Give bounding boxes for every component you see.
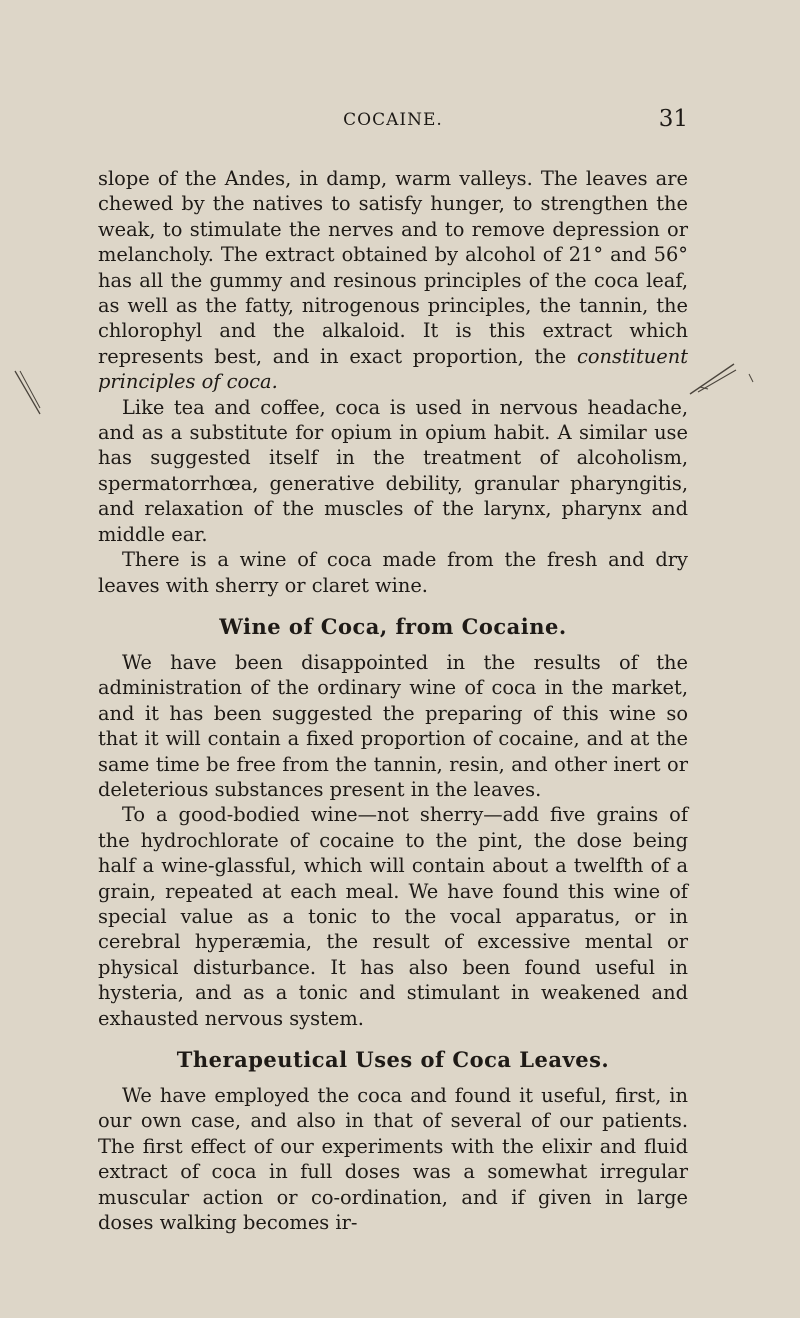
section-heading-wine-of-coca: Wine of Coca, from Cocaine. — [219, 613, 567, 639]
paragraph-tea-coffee: Like tea and coffee, coca is used in nervous headache, and as a substitute for opium in opium habit. A similar use has suggested itself in the treatment of alcoholism, spermatorrhœa, generative debility, granular pharyngitis, and relaxation of the muscles of the larynx, pharynx and middle ear. — [98, 395, 688, 546]
paragraph-disappointed: We have been disappointed in the results of the administration of the ordinary wine of coca in the market, and it has been suggested the preparing of this wine so that it will contain a fixed proportion of cocaine, and at the same time be free from the tannin, resin, and other inert or deleterious substances present in the leaves. — [98, 650, 688, 801]
body-text — [98, 166, 688, 1235]
running-title: COCAINE. — [343, 110, 443, 130]
running-head — [98, 106, 688, 140]
italic-phrase: constituent principles of coca. — [98, 344, 688, 394]
paragraph-andes — [98, 166, 688, 395]
page-number: 31 — [658, 106, 688, 132]
paragraph-wine-of-coca: There is a wine of coca made from the fresh and dry leaves with sherry or claret wine. — [98, 548, 688, 597]
margin-pencil-mark-right — [688, 360, 758, 396]
paragraph-employed-coca: We have employed the coca and found it useful, first, in our own case, and also in that of several of our patients. The first effect of our experiments with the elixir and fluid extract of coca in full doses was a somewhat irregular muscular action or co-ordination, and if given in large doses walking becomes ir- — [98, 1084, 688, 1235]
paragraph-andes-text: slope of the Andes, in damp, warm valleys. The leaves are chewed by the natives to satisfy hunger, to strengthen the weak, to stimulate the nerves and to remove depression or melancholy. The extract obtained by alcohol of 21° and 56° has all the gummy and resinous principles of the coca leaf, as well as the fatty, nitrogenous principles, the tannin, the chlorophyl and the alkaloid. It is this extract which represents best, and in exact proportion, the — [98, 167, 688, 368]
section-heading-therapeutical-uses: Therapeutical Uses of Coca Leaves. — [176, 1047, 610, 1072]
paragraph-good-bodied-wine: To a good-bodied wine—not sherry—add five grains of the hydrochlorate of cocaine to the pint, the dose being half a wine-glassful, which will contain about a twelfth of a grain, repeated at each meal. We have found this wine of special value as a tonic to the vocal apparatus, or in cerebral hyperæmia, the result of excessive mental or physical disturbance. It has also been found useful in hysteria, and as a tonic and stimulant in weakened and exhausted nervous system. — [98, 803, 688, 1030]
margin-pencil-mark-left — [14, 368, 42, 418]
